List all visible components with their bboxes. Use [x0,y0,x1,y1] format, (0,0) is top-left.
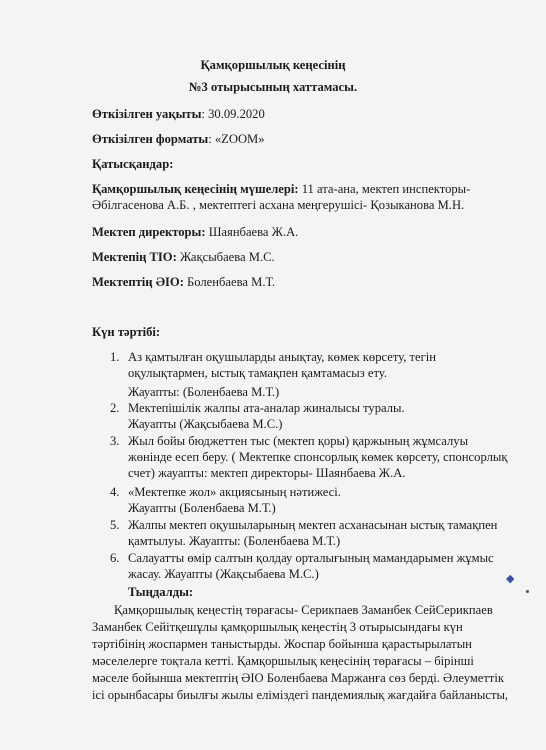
members-line-2: Әбілгасенова А.Б. , мектептегі асхана меңгерушісі- Қозыканова М.Н. [92,198,465,212]
title-line-2: №3 отырысының хаттамасы. [188,80,358,94]
participants-heading: Қатысқандар: [92,157,174,171]
members-value-1: 11 ата-ана, мектеп инспекторы- [298,182,471,196]
tio-label: Мектепің ТІО: [92,250,177,264]
format-label: Өткізілген форматы [92,132,209,146]
scan-speck [526,590,529,593]
members-label: Қамқоршылық кеңесінің мүшелері: [92,182,299,196]
agenda-item-2-number: 2. [110,401,120,415]
agenda-item-4-line-1: «Мектепке жол» акциясының нәтижесі. [128,485,341,499]
agenda-heading: Күн тәртібі: [92,325,161,339]
agenda-item-3-line-1: Жыл бойы бюджеттен тыс (мектеп қоры) қаржының жұмсалуы [128,434,469,448]
listened-line-2: Заманбек Сейітқешұлы қамқоршылық кеңестің 3 отырысындағы күн [92,620,463,634]
agenda-item-1-line-2: оқулықтармен, ыстық тамақпен қамтамасыз ету. [128,366,387,380]
agenda-item-3-line-2: жөнінде есеп беру. ( Мектепке спонсорлық көмек көрсету, спонсорлық [128,450,508,464]
tio-line [92,250,275,265]
title-line-1: Қамқоршылық кеңесінің [200,58,346,72]
agenda-item-1-line-1: Аз қамтылған оқушыларды анықтау, көмек көрсету, тегін [128,350,436,364]
listened-heading: Тыңдалды: [128,585,194,599]
director-line [92,225,298,240]
eio-value: Боленбаева М.Т. [183,275,276,289]
agenda-item-6-line-2: жасау. Жауапты (Жақсыбаева М.С.) [128,567,319,581]
agenda-item-3-number: 3. [110,434,120,448]
date-line [92,107,265,122]
agenda-item-6-line-1: Салауатты өмір салтын қолдау орталығының мамандарымен жұмыс [128,551,494,565]
agenda-item-5-number: 5. [110,518,120,532]
eio-label: Мектептің ӘІО: [92,275,184,289]
tio-value: Жақсыбаева М.С. [176,250,275,264]
agenda-item-4-line-2: Жауапты (Боленбаева М.Т.) [128,501,276,515]
director-value: Шаянбаева Ж.А. [205,225,299,239]
agenda-item-2-line-1: Мектепішілік жалпы ата-аналар жиналысы туралы. [128,401,405,415]
listened-line-3: тәртібінің жоспармен таныстырды. Жоспар бойынша қарастырылатын [92,637,472,651]
director-label: Мектеп директоры: [92,225,206,239]
agenda-item-5-line-1: Жалпы мектеп оқушыларының мектеп асханасынан ыстық тамақпен [128,518,498,532]
format-value: : «ZOOM» [208,132,265,146]
agenda-item-4-number: 4. [110,485,120,499]
date-value: : 30.09.2020 [201,107,265,121]
format-line [92,132,265,147]
listened-line-4: мәселелерге тоқтала кетті. Қамқоршылық кеңесінің төрағасы – бірінші [92,654,474,668]
agenda-item-2-line-2: Жауапты (Жақсыбаева М.С.) [128,417,283,431]
listened-line-1: Қамқоршылық кеңестің төрағасы- Серикпаев Заманбек СейСерикпаев [114,603,493,617]
members-line-1 [92,182,470,197]
listened-line-5: мәселе бойынша мектептің ӘІО Боленбаева Маржанға сөз берді. Әлеуметтік [92,671,505,685]
eio-line [92,275,275,290]
date-label: Өткізілген уақыты [92,107,202,121]
agenda-item-1-number: 1. [110,350,120,364]
agenda-item-3-line-3: счет) жауапты: мектеп директоры- Шаянбаева Ж.А. [128,466,406,480]
agenda-item-5-line-2: қамтылуы. Жауапты: (Боленбаева М.Т.) [128,534,341,548]
ink-mark: ◆ [506,573,515,585]
agenda-item-6-number: 6. [110,551,120,565]
listened-line-6: ісі орынбасары биылғы жылы еліміздегі пандемиялық жағдайға байланысты, [92,688,509,702]
agenda-item-1-line-3: Жауапты: (Боленбаева М.Т.) [128,385,280,399]
